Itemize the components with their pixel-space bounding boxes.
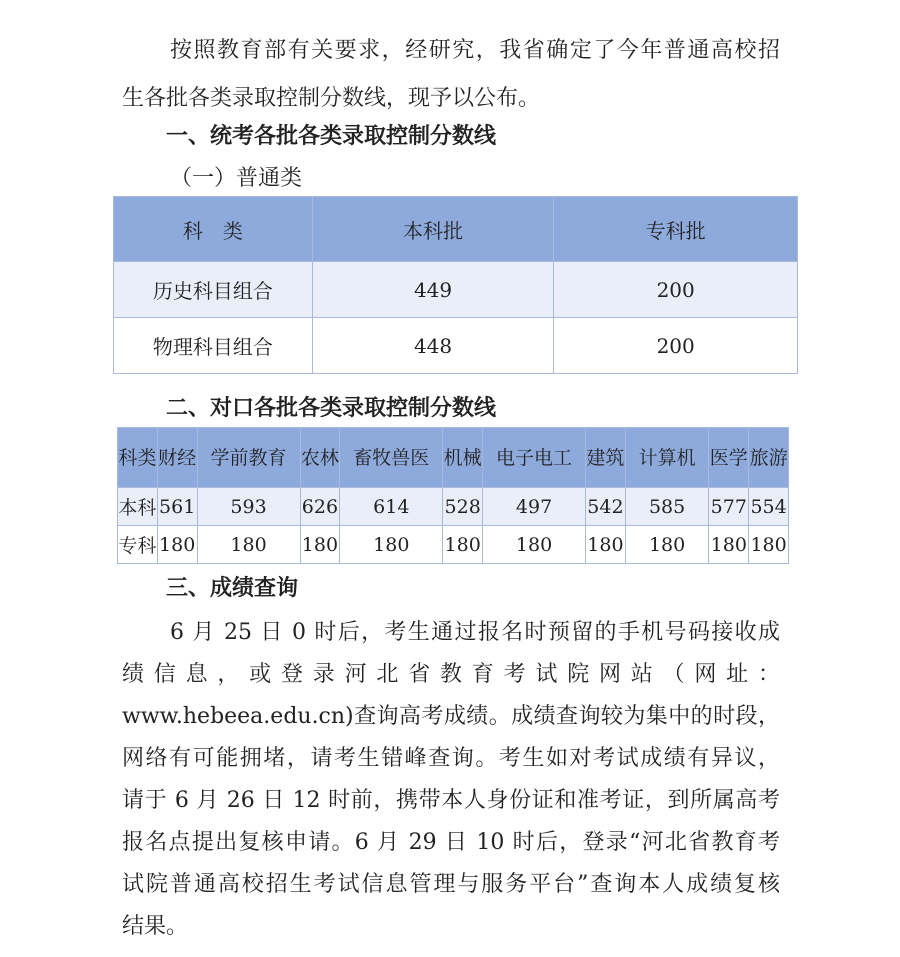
table-cell: 本科 <box>118 488 158 526</box>
table-cell: 历史科目组合 <box>114 262 313 318</box>
header-cell: 专科批 <box>554 197 798 262</box>
table-cell: 200 <box>554 318 798 374</box>
table-cell: 180 <box>157 526 197 564</box>
header-cell: 农林 <box>300 428 340 488</box>
paragraph-line: 网络有可能拥堵，请考生错峰查询。考生如对考试成绩有异议， <box>122 746 780 771</box>
header-cell: 畜牧兽医 <box>340 428 443 488</box>
section2-title: 二、对口各批各类录取控制分数线 <box>166 396 497 421</box>
header-cell: 建筑 <box>586 428 626 488</box>
vocational-score-table <box>117 427 789 564</box>
table-cell: 180 <box>443 526 483 564</box>
table-cell: 614 <box>340 488 443 526</box>
header-cell: 科 类 <box>114 197 313 262</box>
table-cell: 528 <box>443 488 483 526</box>
general-score-table <box>113 196 798 374</box>
table-cell: 180 <box>625 526 709 564</box>
table-row <box>114 262 798 318</box>
table-cell: 180 <box>483 526 586 564</box>
table-cell: 180 <box>749 526 789 564</box>
table-cell: 180 <box>197 526 300 564</box>
table-row <box>118 488 789 526</box>
header-cell: 财经 <box>157 428 197 488</box>
header-cell: 医学 <box>709 428 749 488</box>
section1-title: 一、统考各批各类录取控制分数线 <box>166 124 497 149</box>
header-cell: 科类 <box>118 428 158 488</box>
paragraph-line: 绩信息，或登录河北省教育考试院网站（网址： <box>122 662 780 687</box>
paragraph-line: 结果。 <box>122 914 189 939</box>
table-cell: 554 <box>749 488 789 526</box>
table-cell: 542 <box>586 488 626 526</box>
table-cell: 200 <box>554 262 798 318</box>
table-cell: 497 <box>483 488 586 526</box>
table-cell: 物理科目组合 <box>114 318 313 374</box>
header-cell: 学前教育 <box>197 428 300 488</box>
header-cell: 机械 <box>443 428 483 488</box>
table-row <box>114 318 798 374</box>
table-cell: 180 <box>586 526 626 564</box>
header-cell: 旅游 <box>749 428 789 488</box>
header-cell: 本科批 <box>312 197 554 262</box>
section3-title: 三、成绩查询 <box>166 576 299 601</box>
header-cell: 电子电工 <box>483 428 586 488</box>
intro-line: 按照教育部有关要求，经研究，我省确定了今年普通高校招 <box>170 38 780 63</box>
table-cell: 449 <box>312 262 554 318</box>
table-cell: 626 <box>300 488 340 526</box>
paragraph-line: www.hebeea.edu.cn)查询高考成绩。成绩查询较为集中的时段， <box>122 704 780 729</box>
table-header-row <box>114 197 798 262</box>
header-cell: 计算机 <box>625 428 709 488</box>
table-header-row <box>118 428 789 488</box>
paragraph-line: 报名点提出复核申请。6 月 29 日 10 时后，登录“河北省教育考 <box>122 830 780 855</box>
intro-line: 生各批各类录取控制分数线，现予以公布。 <box>122 86 541 111</box>
section1-subtitle: （一）普通类 <box>170 166 303 191</box>
paragraph-line: 试院普通高校招生考试信息管理与服务平台”查询本人成绩复核 <box>122 872 780 897</box>
table-cell: 180 <box>340 526 443 564</box>
table-cell: 561 <box>157 488 197 526</box>
table-cell: 专科 <box>118 526 158 564</box>
paragraph-line: 6 月 25 日 0 时后，考生通过报名时预留的手机号码接收成 <box>170 620 780 645</box>
table-cell: 180 <box>300 526 340 564</box>
table-cell: 585 <box>625 488 709 526</box>
table-cell: 180 <box>709 526 749 564</box>
table-cell: 577 <box>709 488 749 526</box>
table-cell: 448 <box>312 318 554 374</box>
table-row <box>118 526 789 564</box>
table-cell: 593 <box>197 488 300 526</box>
paragraph-line: 请于 6 月 26 日 12 时前，携带本人身份证和准考证，到所属高考 <box>122 788 780 813</box>
